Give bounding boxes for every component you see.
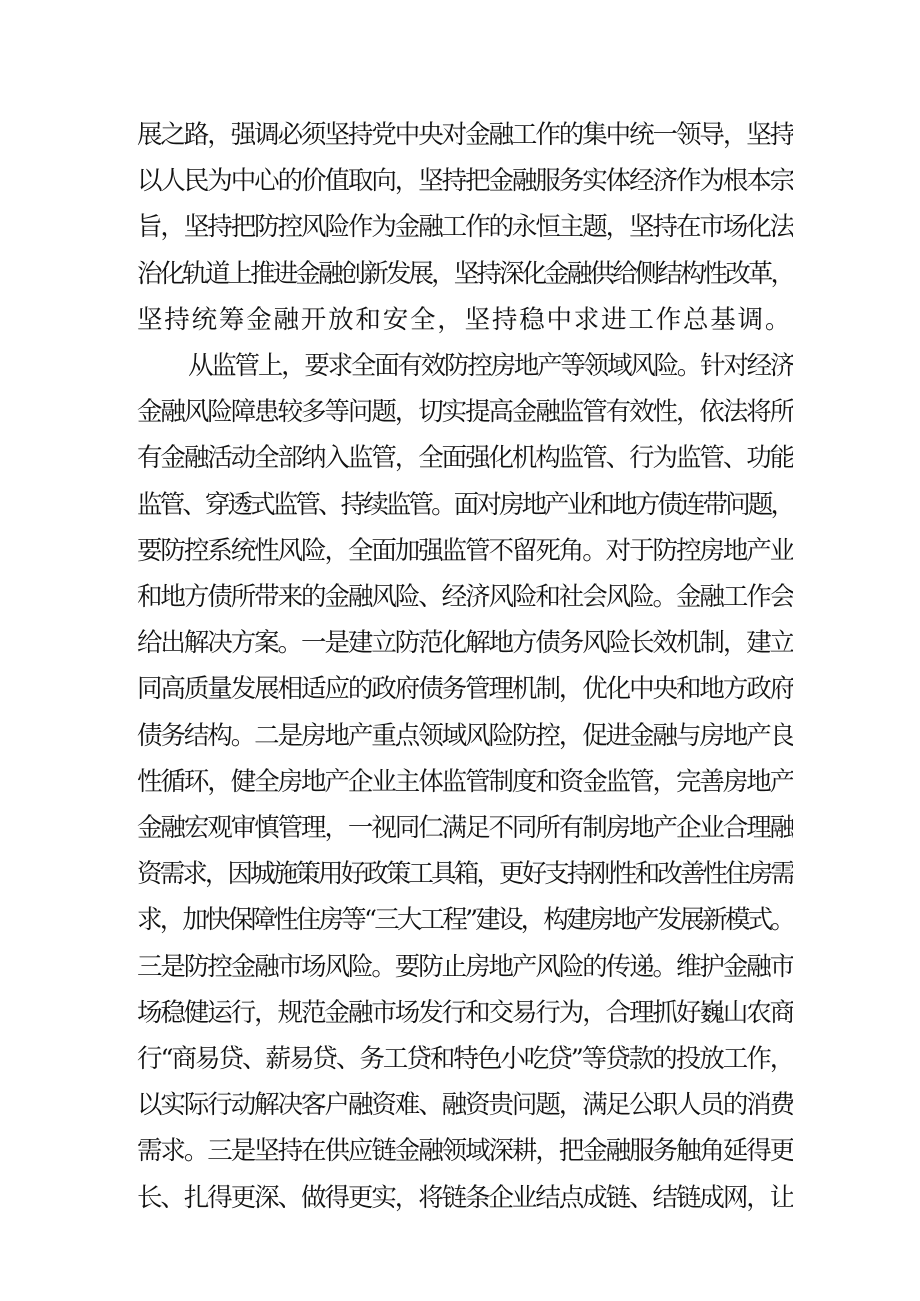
text-line: 需求。三是坚持在供应链金融领域深耕，把金融服务触角延得更 xyxy=(137,1136,793,1167)
text-line: 金融风险障患较多等问题，切实提高金融监管有效性，依法将所 xyxy=(137,397,793,428)
paragraph-1 xyxy=(137,112,793,343)
text-line: 性循环，健全房地产企业主体监管制度和资金监管，完善房地产 xyxy=(137,766,793,797)
text-line: 有金融活动全部纳入监管，全面强化机构监管、行为监管、功能 xyxy=(137,443,793,474)
text-line: 治化轨道上推进金融创新发展，坚持深化金融供给侧结构性改革， xyxy=(137,258,793,289)
text-line: 求，加快保障性住房等“三大工程”建设，构建房地产发展新模式。 xyxy=(137,905,793,936)
text-line: 资需求，因城施策用好政策工具箱，更好支持刚性和改善性住房需 xyxy=(137,859,793,890)
text-line: 展之路，强调必须坚持党中央对金融工作的集中统一领导，坚持 xyxy=(137,120,793,150)
text-line: 以人民为中心的价值取向，坚持把金融服务实体经济作为根本宗 xyxy=(137,166,793,197)
text-line: 监管、穿透式监管、持续监管。面对房地产业和地方债连带问题， xyxy=(137,489,793,520)
text-line: 给出解决方案。一是建立防范化解地方债务风险长效机制，建立 xyxy=(137,628,793,659)
text-line: 债务结构。二是房地产重点领域风险防控，促进金融与房地产良 xyxy=(137,720,793,751)
paragraph-2 xyxy=(137,343,793,1221)
document-body xyxy=(137,112,793,1221)
text-line: 三是防控金融市场风险。要防止房地产风险的传递。维护金融市 xyxy=(137,951,793,982)
text-line: 长、扎得更深、做得更实，将链条企业结点成链、结链成网，让 xyxy=(137,1182,793,1213)
text-line: 同高质量发展相适应的政府债务管理机制，优化中央和地方政府 xyxy=(137,674,793,705)
text-line: 以实际行动解决客户融资难、融资贵问题，满足公职人员的消费 xyxy=(137,1090,793,1121)
text-line-indented: 从监管上，要求全面有效防控房地产等领域风险。针对经济 xyxy=(188,351,793,382)
text-line: 金融宏观审慎管理，一视同仁满足不同所有制房地产企业合理融 xyxy=(137,813,793,844)
text-line: 坚持统筹金融开放和安全，坚持稳中求进工作总基调。 xyxy=(137,304,793,335)
text-line: 和地方债所带来的金融风险、经济风险和社会风险。金融工作会 xyxy=(137,582,793,613)
text-line: 旨，坚持把防控风险作为金融工作的永恒主题，坚持在市场化法 xyxy=(137,212,793,243)
text-line: 行“商易贷、薪易贷、务工贷和特色小吃贷”等贷款的投放工作， xyxy=(137,1044,793,1075)
text-line: 要防控系统性风险，全面加强监管不留死角。对于防控房地产业 xyxy=(137,535,793,566)
text-line: 场稳健运行，规范金融市场发行和交易行为，合理抓好巍山农商 xyxy=(137,997,793,1028)
